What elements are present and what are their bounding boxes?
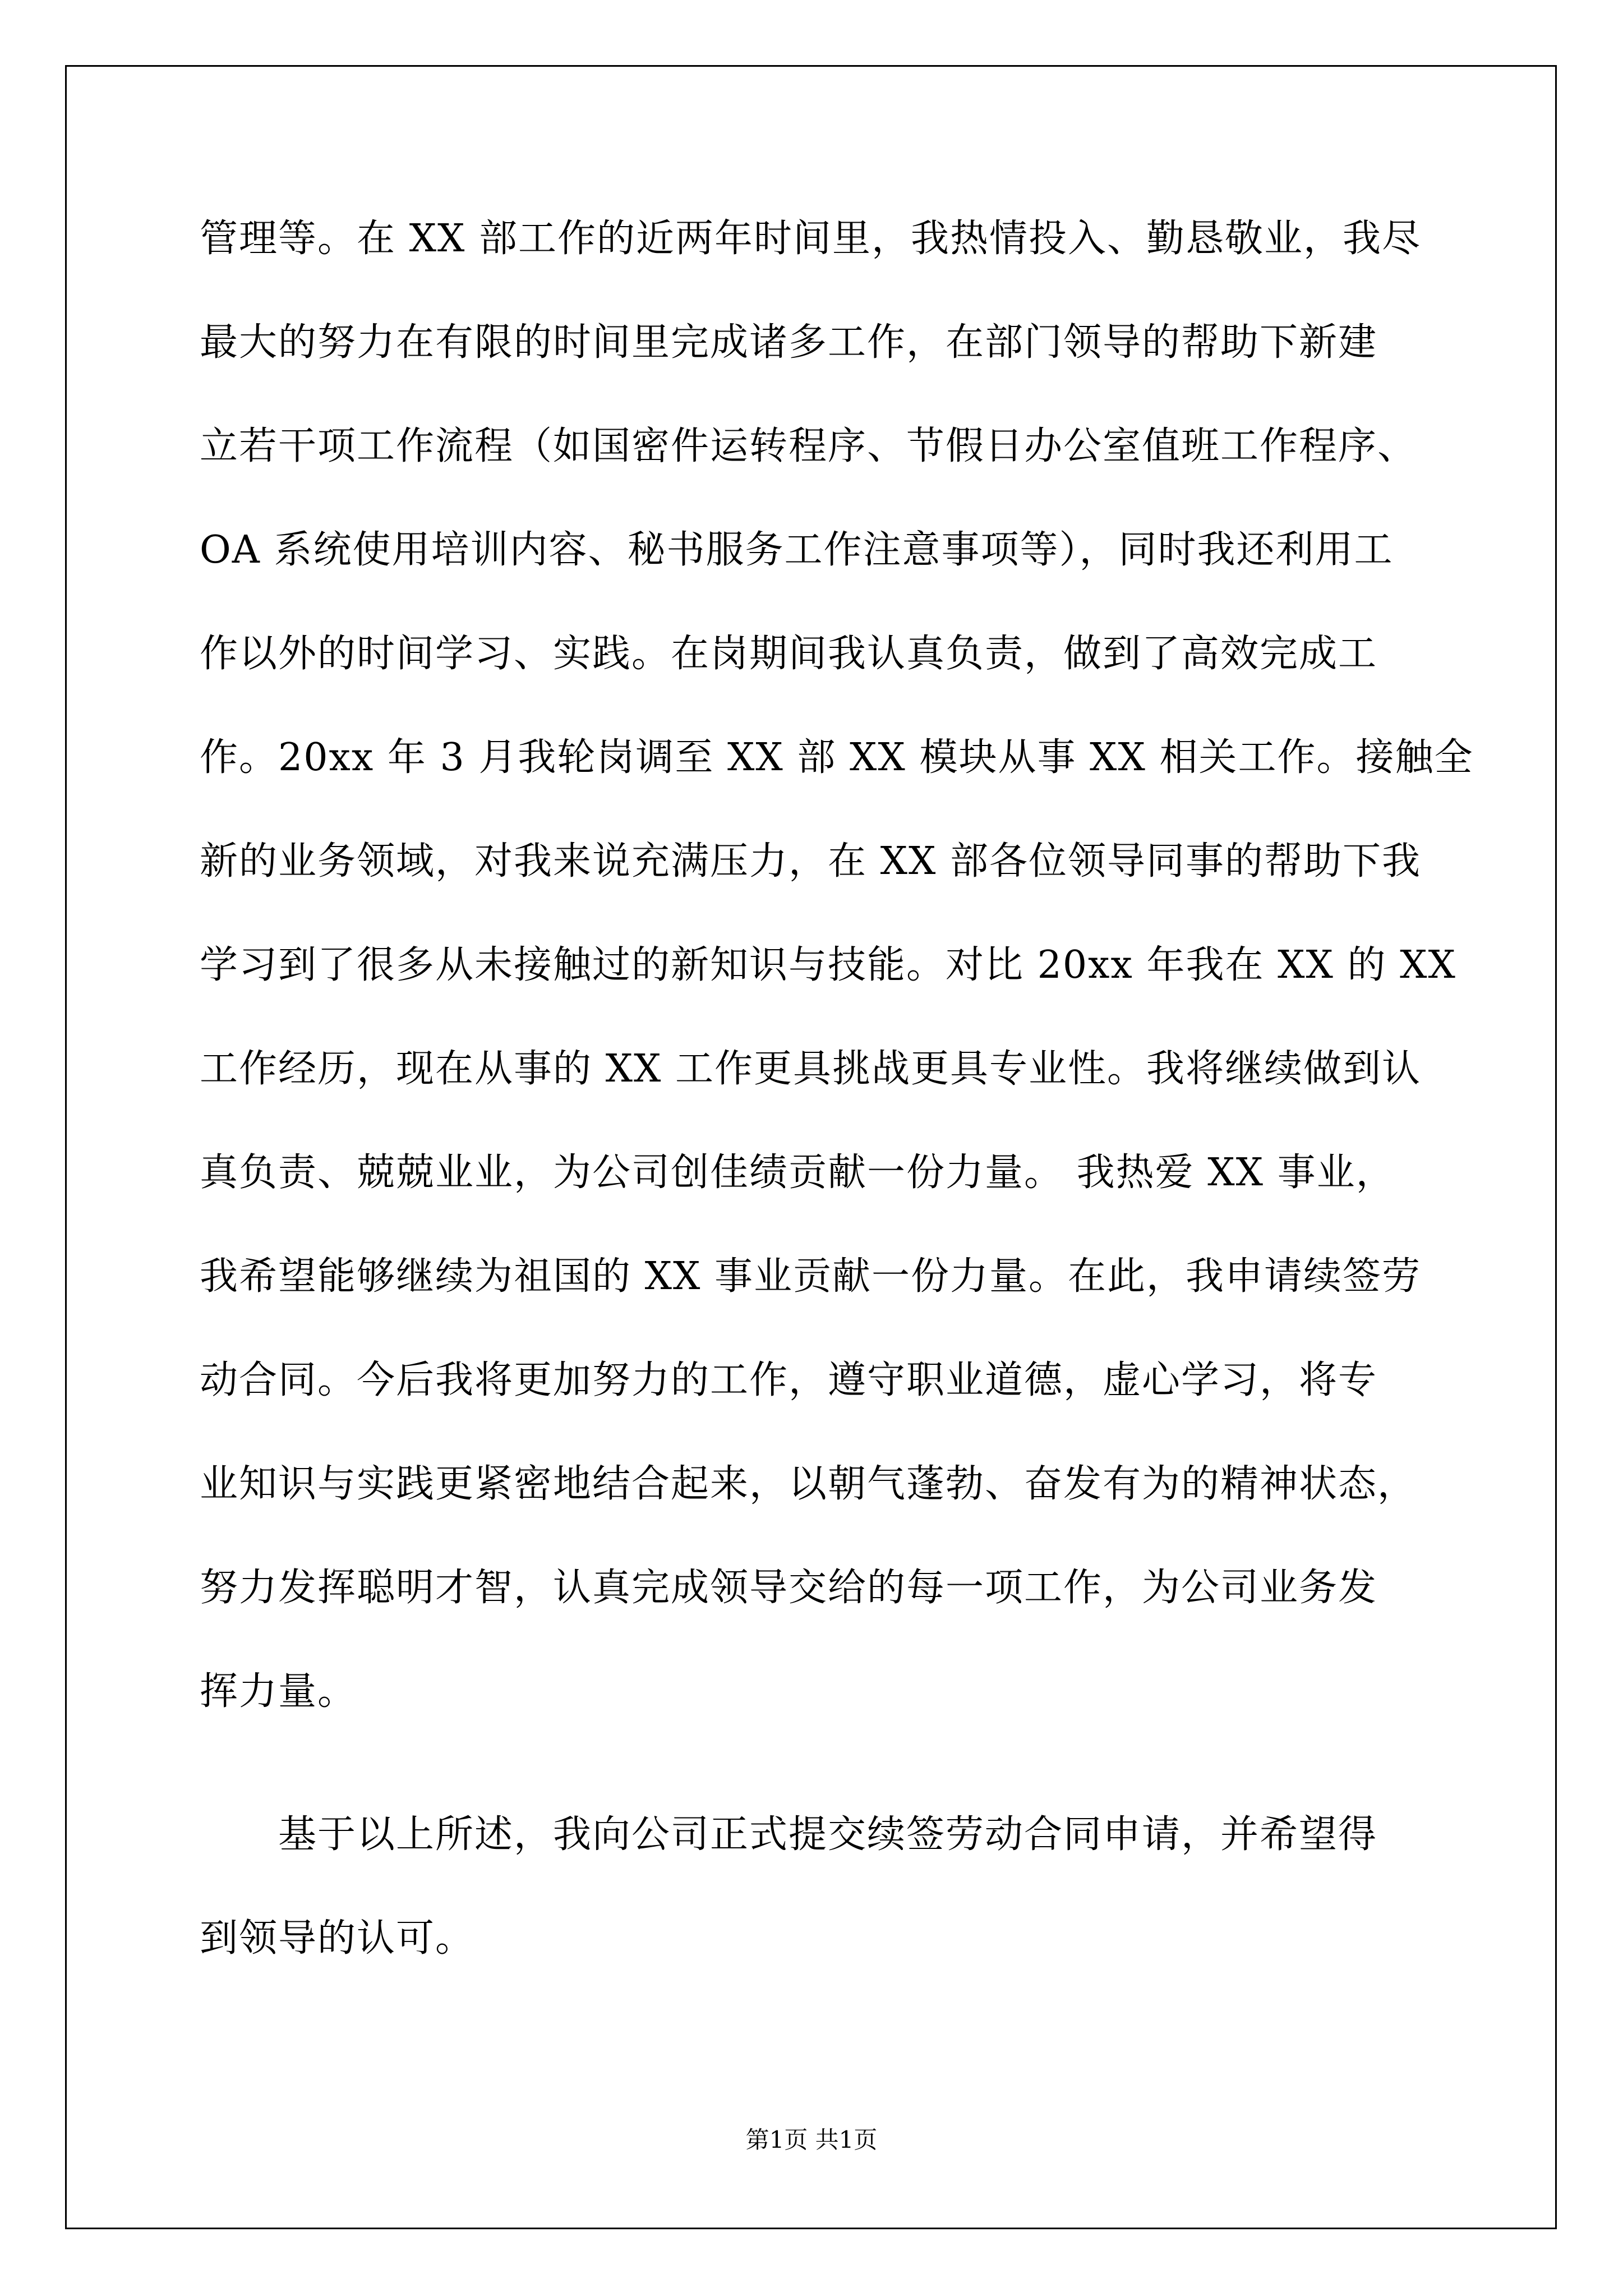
- body-line: 挥力量。: [200, 1669, 357, 1714]
- body-line: 作。20xx 年 3 月我轮岗调至 XX 部 XX 模块从事 XX 相关工作。接触全: [200, 735, 1474, 780]
- body-line: 新的业务领域，对我来说充满压力，在 XX 部各位领导同事的帮助下我: [200, 839, 1422, 884]
- body-line: 工作经历，现在从事的 XX 工作更具挑战更具专业性。我将继续做到认: [200, 1047, 1422, 1091]
- closing-line: 到领导的认可。: [200, 1916, 475, 1961]
- body-line: 立若干项工作流程（如国密件运转程序、节假日办公室值班工作程序、: [200, 424, 1417, 468]
- body-line: 作以外的时间学习、实践。在岗期间我认真负责，做到了高效完成工: [200, 632, 1378, 676]
- body-line: OA 系统使用培训内容、秘书服务工作注意事项等），同时我还利用工: [200, 528, 1394, 572]
- body-line: 动合同。今后我将更加努力的工作，遵守职业道德，虚心学习，将专: [200, 1358, 1378, 1402]
- body-line: 学习到了很多从未接触过的新知识与技能。对比 20xx 年我在 XX 的 XX: [200, 943, 1456, 987]
- body-line: 我希望能够继续为祖国的 XX 事业贡献一份力量。在此，我申请续签劳: [200, 1254, 1422, 1299]
- body-line: 最大的努力在有限的时间里完成诸多工作，在部门领导的帮助下新建: [200, 320, 1378, 365]
- paragraph-gap: [200, 1770, 1450, 1809]
- document-body: [200, 213, 1474, 2017]
- body-line: 努力发挥聪明才智，认真完成领导交给的每一项工作，为公司业务发: [200, 1566, 1378, 1610]
- closing-line: 基于以上所述，我向公司正式提交续签劳动合同申请，并希望得: [278, 1812, 1378, 1857]
- body-line: 真负责、兢兢业业，为公司创佳绩贡献一份力量。 我热爱 XX 事业，: [200, 1151, 1395, 1195]
- body-line: 业知识与实践更紧密地结合起来，以朝气蓬勃、奋发有为的精神状态，: [200, 1462, 1417, 1506]
- body-line: 管理等。在 XX 部工作的近两年时间里，我热情投入、勤恳敬业，我尽: [200, 217, 1422, 261]
- page-number-footer: 第1页 共1页: [745, 2126, 878, 2154]
